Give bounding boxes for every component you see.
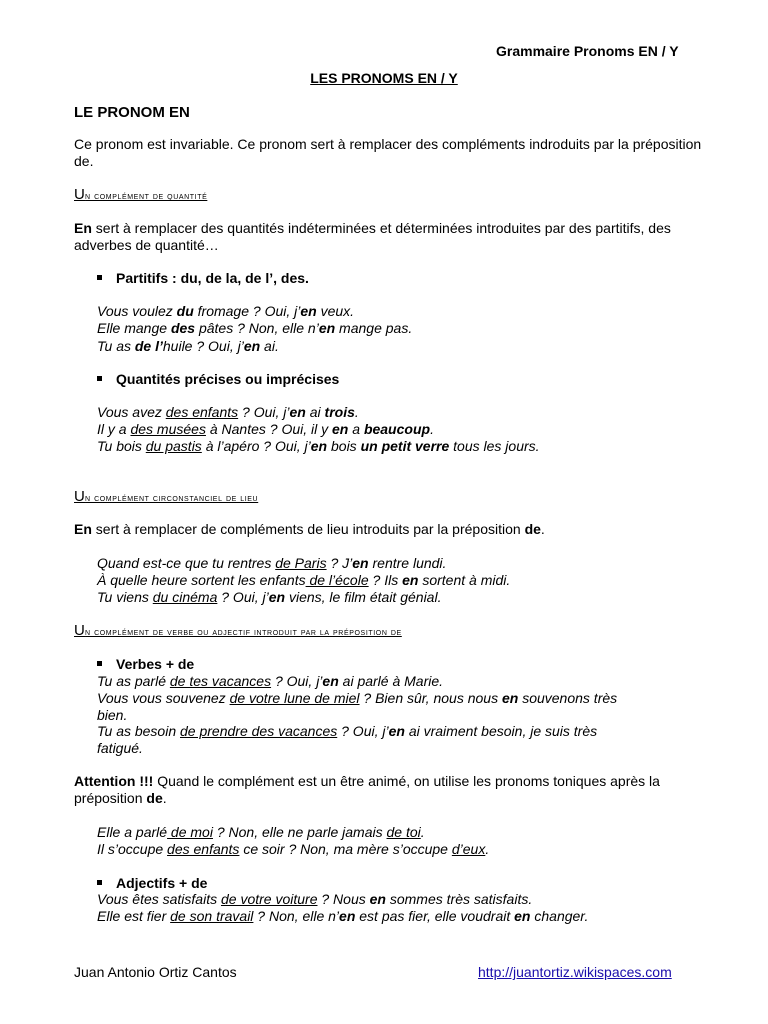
example-line: Vous vous souvenez de votre lune de miel ? Bien sûr, nous nous en souvenons très [97,690,618,706]
bullet-adjectifs: Adjectifs + de [97,875,207,892]
footer-link[interactable]: http://juantortiz.wikispaces.com [478,964,672,980]
example-line: Il y a des musées à Nantes ? Oui, il y en a beaucoup. [97,421,434,437]
example-line: Elle est fier de son travail ? Non, elle n’en est pas fier, elle voudrait en changer. [97,908,589,924]
bullet-quantites: Quantités précises ou imprécises [97,371,339,388]
subsection-title-quantite: Un complément de quantité [74,186,208,203]
bullet-verbes: Verbes + de [97,656,194,673]
example-line: Quand est-ce que tu rentres de Paris ? J’en rentre lundi. [97,555,447,571]
subsection-title-verbe-adjectif: Un complément de verbe ou adjectif introduit par la préposition de [74,622,402,639]
intro-paragraph: Ce pronom est invariable. Ce pronom sert à remplacer des compléments indroduits par la préposition de. [74,136,702,169]
example-line: Tu as besoin de prendre des vacances ? Oui, j’en ai vraiment besoin, je suis très [97,723,598,739]
example-line: Tu bois du pastis à l’apéro ? Oui, j’en bois un petit verre tous les jours. [97,438,540,454]
example-line: Tu as de l’huile ? Oui, j’en ai. [97,338,279,354]
example-line: Elle mange des pâtes ? Non, elle n’en mange pas. [97,320,413,336]
document-title: LES PRONOMS EN / Y [310,70,458,86]
subsection-title-lieu: Un complément circonstanciel de lieu [74,488,259,505]
paragraph-lieu: En sert à remplacer de compléments de lieu introduits par la préposition de. [74,521,545,537]
example-line: À quelle heure sortent les enfants de l’école ? Ils en sortent à midi. [97,572,511,588]
footer-author: Juan Antonio Ortiz Cantos [74,964,237,980]
attention-paragraph: Attention !!! Quand le complément est un être animé, on utilise les pronoms toniques après la préposition de. [74,773,660,806]
example-line: Vous voulez du fromage ? Oui, j’en veux. [97,303,355,319]
paragraph-quantite: En sert à remplacer des quantités indéterminées et déterminées introduites par des partitifs, des adverbes de quantité… [74,220,671,253]
example-line-continued: bien. [97,707,128,723]
example-line: Il s’occupe des enfants ce soir ? Non, ma mère s’occupe d’eux. [97,841,490,857]
example-line: Tu viens du cinéma ? Oui, j’en viens, le film était génial. [97,589,442,605]
example-line: Elle a parlé de moi ? Non, elle ne parle jamais de toi. [97,824,425,840]
running-header: Grammaire Pronoms EN / Y [496,43,679,59]
example-line: Vous avez des enfants ? Oui, j’en ai trois. [97,404,359,420]
example-line: Vous êtes satisfaits de votre voiture ? Nous en sommes très satisfaits. [97,891,533,907]
section-title: LE PRONOM EN [74,104,190,121]
example-line-continued: fatigué. [97,740,143,756]
example-line: Tu as parlé de tes vacances ? Oui, j’en ai parlé à Marie. [97,673,444,689]
bullet-partitifs: Partitifs : du, de la, de l’, des. [97,270,309,287]
